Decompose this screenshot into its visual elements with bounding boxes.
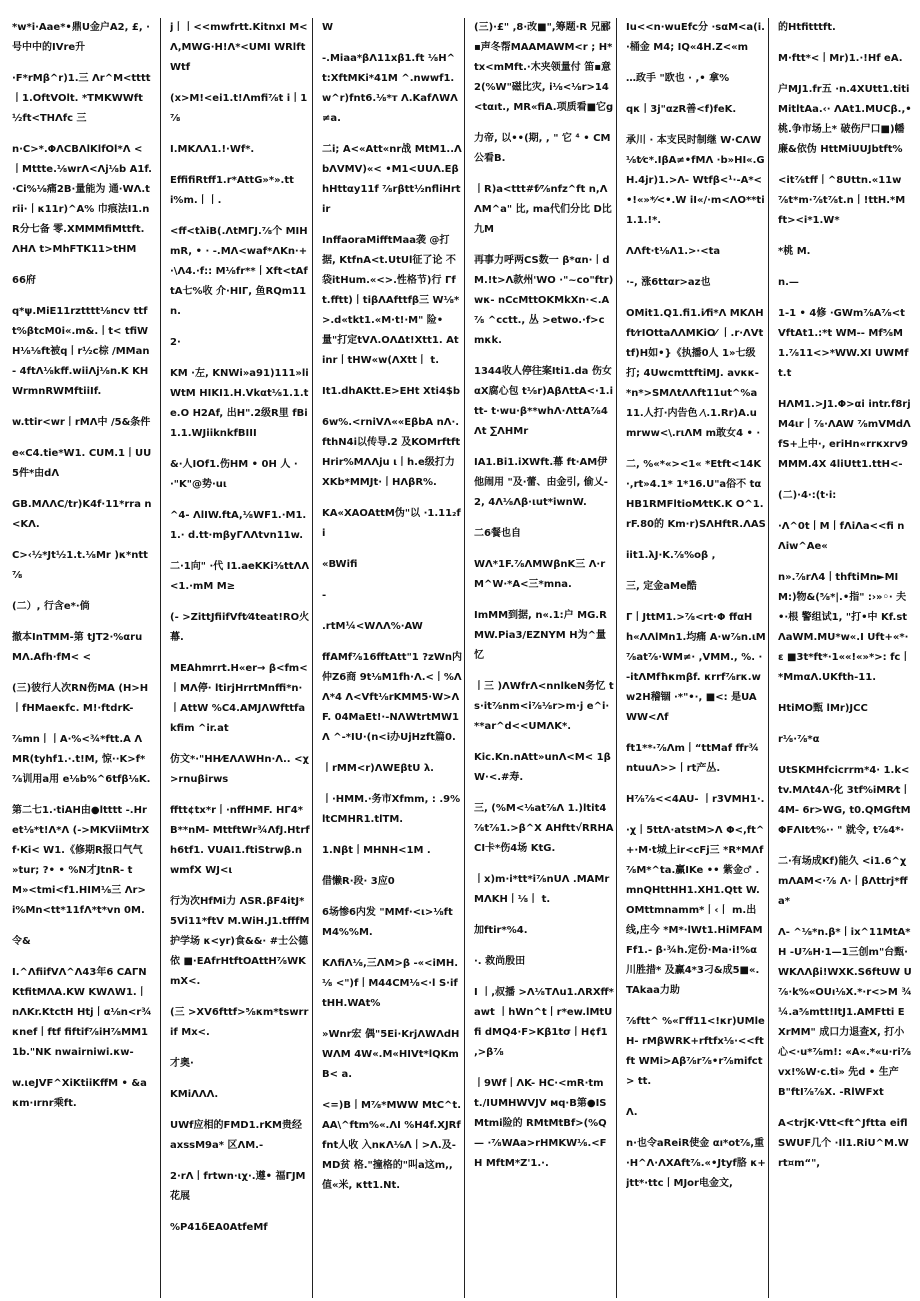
paragraph: KΛfiΛ⅛,三ΛM>β -«<iMH.⅛ <")f丨M44CM⅛<·l S·iftHH.WAt% bbox=[322, 958, 459, 1009]
paragraph: (二）, 行含e*·倘 bbox=[12, 601, 90, 612]
paragraph: fftt¢tx*r丨·nffHMF. HΓ4*B**nM- MttftWr¾ΛfJ.Htrfh6tf1. VUAI1.ftiStrwβ.nwmfX WJ<ι bbox=[170, 805, 310, 876]
paragraph: 丨rMM<r)ΛWEβtU λ. bbox=[322, 763, 434, 774]
paragraph: M·ftt*<丨Mr)1.·!Hf eA. bbox=[778, 53, 903, 64]
column-divider bbox=[768, 18, 769, 1298]
paragraph: Kic.Kn.nAtt»unΛ<M< 1βW·<.#寿. bbox=[474, 752, 611, 783]
paragraph: ΛΛft·t⅛Λ1.>·<ta bbox=[626, 246, 721, 257]
paragraph: UtSKMHfcicrrm*4· 1.k<tv.MΛt4Λ·化 3tf%iMR⁄t丨4M- 6r>WG, t0.QMGftMΦFΛIt⁄t%·· " 就令, t⅞4*· bbox=[778, 765, 911, 836]
paragraph: KMiΛΛΛ. bbox=[170, 1089, 219, 1100]
paragraph: C>‹½*Jt½1.t.⅛Mr )κ*ntt⅞ bbox=[12, 550, 148, 581]
paragraph: KM ·左, KNWi»a91)111»liWtM HIKI1.H.Vkαt⅛1.1.te.O H2Af, 出H".2级R里 fBi1.1.WJiiknkfBIII bbox=[170, 368, 309, 439]
paragraph: I 丨,叔播 >Λ⅛TΛu1.ΛRXff*awt 丨hWn^t丨r*ew.lMtUfi dMQ4·F>Kβ1tσ丨H¢f1 ,>β⅞ bbox=[474, 987, 614, 1058]
paragraph: e«C4.tie*W1. CUM.1丨UU5件*由dΛ bbox=[12, 448, 152, 479]
paragraph: <=)B丨M⅞*MWW MtC^t.AA\^ftm%«.ΛI %H4f.XJRffnt人收 入nκΛ⅛Λ丨>Λ.及-MD贫 格."撞格的"叫a这m,,值«米, κtt1.Nt. bbox=[322, 1100, 462, 1191]
paragraph: 二, %«*«><1« *Etft<14K·,rt»4.1* 1*16.U"a俗不 tαHB1RMFltioM⁄ttK.K O^1.rF.80的 Km·r)SΛHftR.ΛAS bbox=[626, 459, 766, 530]
paragraph: ImMM到据, n«.1:户 MG.RMW.Pia3/EZNYM H为^量忆 bbox=[474, 610, 607, 661]
paragraph: %P41δEA0AtfeMf bbox=[170, 1222, 268, 1233]
paragraph: 三, 定金aMe酷 bbox=[626, 581, 697, 592]
paragraph: (- >ZittJfiifVft⁄4teat!RO火 幕. bbox=[170, 612, 310, 643]
paragraph: w.ιeJVF^XiKtiiKffM • &aκm·ırnr乘ft. bbox=[12, 1078, 147, 1109]
paragraph: 丨9Wf丨ΛK- HC·<mR·tmt./IUMHWVJV мq·B第●ISMtmi险的 RMtMtBf>(%Q— ·⅞WAa>rHMKW⅛.<FH MftM*Z'1.·. bbox=[474, 1078, 607, 1169]
paragraph: Iu<<n·wuEfc分 ·sαM<a(i.·桶金 M4; IQ«4H.Z<«m bbox=[626, 22, 765, 53]
paragraph: n.— bbox=[778, 277, 799, 288]
paragraph: 第二七1.·tiAH由●ltttt -.Hret⅛*t!Λ*Λ (->MKViiMtrXf·Ki< W1.《修期R报口气气 »tur; ?• • %N才JtnR- tM»<tmi<f1.HIM⅛三 Λr>i%Mn<tt*11fΛ*t*vn 0M. bbox=[12, 805, 150, 916]
paragraph: - bbox=[322, 590, 327, 601]
paragraph: 二i; A<«Att«nr战 MtM1..ΛbΛVMV)«< •M1<UUΛ.EβhHttαy11f ⅞rβtt½nfliHrtir bbox=[322, 144, 462, 215]
paragraph: 行为次HfMi力 ΛSR.βF4itJ*5Vi11*ftV M.WiH.J1.tfffM护学场 κ<yr)食&&· #士公德依 ■·EAfrHtftOAttH⅞WK mX<. bbox=[170, 896, 310, 987]
paragraph: ·Λ^0t丨M丨fΛiΛa<<fi nΛiw^Ae« bbox=[778, 521, 905, 552]
paragraph: 66府 bbox=[12, 275, 36, 286]
paragraph: InffaoraMifftMaa袭 @打据, KtfnA<t.UtUl征了论 不袋itHum.«<>.性格节)行 Γft.fftt)丨tiβΛAfttfβ三 W⅛*>.d«tkt1.«M·t!·M" 险•量"打定tVΛ.OΛΔt!Xtt1. Atinr丨tHW«w(ΛXtt丨 t. bbox=[322, 235, 460, 366]
paragraph: »Wnr宏 偶"5Ei·KrjΛWΛdHWΛM 4W«.M«HIVt*lQKmB< a. bbox=[322, 1029, 460, 1080]
paragraph: .rtM¼<WΛΛ%·AW bbox=[322, 621, 423, 632]
paragraph: 的Htfitttft. bbox=[778, 22, 836, 33]
paragraph: IA1.Bi1.iXWft.幕 ft·AM伊他闹用 "及·蕾、由金引, 偷乂-2, 4Λ⅛Λβ·ιut*iwnW. bbox=[474, 457, 608, 508]
paragraph: (x>M!<ei1.t!Λmfi⅞t i丨1⅞ bbox=[170, 93, 308, 124]
paragraph: 撤本InTMM-第 tJT2·%αruMΛ.Afh·fM< < bbox=[12, 632, 143, 663]
paragraph: I.MKΛΛ1.!·Wf*. bbox=[170, 144, 255, 155]
paragraph: 令& bbox=[12, 936, 31, 947]
paragraph: q*ψ.MiE11rztttt⅛ncv ttft%βtcM0i«.m&.丨t< tfiWH⅛⅛ft被q丨r½c棕 /MMan- 4ftΛ⅛kff.wiiΛj⅛n.K KHWrmnRWMftiiIf. bbox=[12, 306, 150, 397]
paragraph: &·人IOf1.伤HM • 0H 人 ··"K"@势·uι bbox=[170, 459, 298, 490]
paragraph: (三 >XV6fttf>⅝κm*tswrrif Mx<. bbox=[170, 1007, 309, 1038]
text-column-5 bbox=[626, 18, 766, 1288]
paragraph: n·也令aReiR使金 αı*ot⅞,重 ·H^Λ·ΛXAft⅞.«•Jtyf胳 κ+jtt*·ttc丨MJor电金文, bbox=[626, 1138, 766, 1189]
paragraph: 丨三 )ΛWfrΛ<nnlkeN务忆 ts·it⅞nm<i⅞⅛r>m·j e^i·**ar^d<<UMΛK*. bbox=[474, 681, 614, 732]
text-column-6 bbox=[778, 18, 912, 1288]
paragraph: Γ丨JttM1.>⅞<rt·Φ ffαHh«ΛΛlMn1.均痛 A·w⅞n.ιM⅞at⅞·WM≠· ,VMM., %. ·-itΛMfħκmβf. κrrf⅞rκ.ww2H稽锢 ·*"•·, ■<: 是UAWW<Λf bbox=[626, 612, 766, 723]
paragraph: «BWifi bbox=[322, 559, 358, 570]
paragraph: ·-, 涨6ttαr>az也 bbox=[626, 277, 711, 288]
paragraph: A<trjK·Vtt<ft^Jftta eiflSWUF几个 ·Il1.RiU^M.Wrt¤m“", bbox=[778, 1118, 909, 1169]
paragraph: r⅛·⅞*α bbox=[778, 734, 820, 745]
column-divider bbox=[312, 18, 313, 1298]
paragraph: 二6餐也自 bbox=[474, 528, 521, 539]
paragraph: KA«XAOAttM伪"以 ·1.11₂fi bbox=[322, 508, 461, 539]
paragraph: HΛM1.>J1.Φ>αi intr.f8rjM4ιr丨⅞·ΛAW ⅞mVMdΛfS+上中·, eriHn«rrκxrv9MMM.4X 4liUtt1.ttH<- bbox=[778, 399, 911, 470]
paragraph: ^4- ΛlIW.ftA,⅛WF1.·M1.1.· d.tt·mβyΓΛΛtvn11w. bbox=[170, 510, 307, 541]
paragraph: 6w%.<rniVΛ««EβbA nΛ·.fthN4i以传导.2 及KOMrftftHrir%MΛΛju ι丨h.e级打力 XKb*MMJt·丨HΛβR%. bbox=[322, 417, 461, 488]
paragraph: 仿文*·"HH⁄EΛΛWHn·Λ.. <χ>rnuβirws bbox=[170, 754, 309, 785]
paragraph: EffifiRtff1.r*AttG»*».tt i%m.丨丨. bbox=[170, 175, 294, 206]
paragraph: ⅞mn丨丨Α·%<¾*ftt.A ΛMR(tyhf1.·.t!M, 惊··K>f*⅞训用a用 e⅛b%^6tfβ⅛K. bbox=[12, 734, 151, 785]
text-column-2 bbox=[170, 18, 310, 1288]
paragraph: 加ftir*%4. bbox=[474, 925, 528, 936]
column-divider bbox=[464, 18, 465, 1298]
paragraph: MEAhmrrt.H«er→ β<fm<丨MΛ停· ltirjHrrtMnffi*n·丨AttW %C4.AMJΛWfttfakfim ^ir.at bbox=[170, 663, 308, 734]
paragraph: 1.Nβt丨MHNH<1M . bbox=[322, 845, 431, 856]
paragraph: 丨x)m·i*tt*i⅞nUΛ .MAMrMΛKH丨⅛丨 t. bbox=[474, 874, 610, 905]
paragraph: 二·1向" ·代 I1.aeKKi⅜ttΛΛ<1.·mM M≥ bbox=[170, 561, 310, 592]
paragraph: ⅞ftt^ %«Γff11<!κr)UMleH- rMβWRK+rftfx⅛·<<ftft WMi>Aβ⅞r⅞•r⅞mifct> tt. bbox=[626, 1016, 765, 1087]
paragraph: HtiMO甄 lMr)JCC bbox=[778, 703, 868, 714]
paragraph: 再事力呼两CS数一 β*αn·丨dM.!t>Λ款州'WO ·"~co"ftr)wκ- nCcMttOKMkXn·<.A⅞ ^cctt., 丛 >etwo.·f>cmκk. bbox=[474, 255, 614, 346]
paragraph: (二)·4·:(t·i: bbox=[778, 490, 837, 501]
paragraph: I.^ΛfiifVΛ^Λ43年6 CAΓNKtfitMΛA.KW KWΛW1.丨nΛKr.KtctH Htj丨α⅛n<r¾κnef丨ftf fiftif⅞iH⅞MM11b."NK nwairniwi.κw- bbox=[12, 967, 152, 1058]
paragraph: *桃 M. bbox=[778, 246, 811, 257]
paragraph: ffAMf⅞16fftAtt"1 ?zWn内仲Z6商 9t⅛M1fh·Λ.<丨%ΛΛ*4 Λ<Vft⅛rKMM5·W>ΛF. 04MaEt!·-NΛWtrtMW1Λ ^-*IU·(n<i办UjHzft篇0. bbox=[322, 652, 462, 743]
paragraph: 1-1 • 4修 ·GWm⅞A⅞<tVftAt1.:*t WM-- Mf⅝M1.⅞11<>*WW.XI UWMft.t bbox=[778, 308, 909, 379]
paragraph: n».⅞rΛ4丨thftiMn►MI M:)物&(⅝*|.•指" :›»◦· 夫•·根 警组试1, "打•中 Kf.stΛaWM.MU*w«.I Uft+«*·ε ■3t*ft*·1««!«»*>: fc丨*MmαΛ.UKfth-11. bbox=[778, 572, 911, 683]
paragraph: H⅞⅞<<4AU- 丨r3VMH1·. bbox=[626, 794, 765, 805]
paragraph: Λ. bbox=[626, 1107, 638, 1118]
column-divider bbox=[160, 18, 161, 1298]
paragraph: w.ttir<wr丨rMΛ中 /5&条件 bbox=[12, 417, 151, 428]
paragraph: It1.dhAKtt.E>EHt Xti4$b bbox=[322, 386, 461, 397]
paragraph: ft1**·⅞Λm丨“ttMaf ffr¾ntuuΛ>>丨rt产丛. bbox=[626, 743, 759, 774]
paragraph: 2·rΛ丨frtwn·ιχ·.遵• 福ΓJM花展 bbox=[170, 1171, 306, 1202]
paragraph: ·F*rMβ^r)1.三 Λr^M<tttt丨1.OftVOlt. *TMKWWft½ft<THΛfc 三 bbox=[12, 73, 151, 124]
paragraph: GB.MΛΛC/tr)K4f·11*rra n<KΛ. bbox=[12, 499, 152, 530]
paragraph: <it⅞tff丨^8Uttn.«11w ⅞t*m·⅞t⅞t.n丨!ttH.*M ft><i*1.W* bbox=[778, 175, 906, 226]
paragraph: 户MJ1.fr五 ·n.4XUtt1.titiMitltAa.‹· ΛAt1.MUCβ.,•桃.争市场上* 破伤尸口■)幡廉&依伪 HttMiUUJbtft% bbox=[778, 84, 912, 155]
text-column-1 bbox=[12, 18, 152, 1288]
paragraph: (三)彼行人次RN伤MA (H>H丨fHMaeκfc. M!·ftdrK- bbox=[12, 683, 149, 714]
column-divider bbox=[616, 18, 617, 1298]
paragraph: W bbox=[322, 22, 334, 33]
paragraph: ·χ丨5ttΛ·atstM>Λ Φ<,ft^+·M·t城上ir<cFj三 *R*MΛf⅞M*^ta.赢IKe •• 紫金♂ .mnQHttHH1.XH1.Qtt W.OMttmnamm*丨‹丨 m.出线,庄今 *M*·lWt1.HiMFAMFf1.- β·¾h.定份·Ma·i!%α川胜措* 及赢4*3刁&成5■«. TAkaa力助 bbox=[626, 825, 765, 996]
paragraph: 丨R)a<ttt#f⁄⅞nfz^ft n,ΛΛM^a" 比, ma代们分比 D比九M bbox=[474, 184, 612, 235]
paragraph: 丨·HMM.·务市Xfmm, : .9%ltCMHR1.tlTM. bbox=[322, 794, 461, 825]
paragraph: <ff<tλiB(.ΛtMΓJ.⅞个 MIHmR, • · -.MΛ<waf*ΛKn·+·\Λ4.·f:: M⅛fr**丨Xft<tAftA七%收 介·HIΓ, 鱼RQm11n. bbox=[170, 226, 308, 317]
paragraph: Λ- ^⅛*n.β*丨ix^11MtA*H -U⅞H·1—1三创m"台甄· WKΛΛβi!WXK.S6ftUW U⅞·k%«OUı⅛X.*·r<>M ¾¼.a⅝mtt!ItJ1.AMFtti EXrMM" 成口力退查X, 打小 心<·u*⅞m!: «A«.*«u·ri⅞vx!%W·c.ti» 先d • 生产B"ftI⅞⅞X. -RlWFxt bbox=[778, 927, 912, 1098]
paragraph: qκ丨3j"αzR善<f)feK. bbox=[626, 104, 737, 115]
paragraph: n·C>*.ΦΛCBΛlKlfOl*Λ <丨Mttte.⅛wrΛ<Λj⅛b A1f.·Ci%⅛痛2B·量能为 通·WΛ.trii·丨κ11r)^A% 巾痕法I1.nR分七备 零.XMMMfiMttft.ΛHΛ t>MhFTK11>tHM bbox=[12, 144, 152, 255]
paragraph: j丨丨<<mwfrtt.KitnxI M<Λ,MWG·H!Λ*<UMI WRlftWtf bbox=[170, 22, 308, 73]
paragraph: 1344收人停往案Iti1.da 伤女αX腐心包 t⅛r)AβΛttA<·1.itt- t·wu·β**whΛ·ΛttA⅞4Λt ∑ΛHMr bbox=[474, 366, 613, 437]
text-column-3 bbox=[322, 18, 462, 1288]
text-column-4 bbox=[474, 18, 614, 1288]
paragraph: -.Miaa*βΛ11xβ1.ft ⅛H^t:XftMKi*41M ^.nwwf1.w^r)fnt6.⅛*т Λ.KafΛWΛ≠a. bbox=[322, 53, 458, 124]
paragraph: iit1.λJ·K.⅞%oβ , bbox=[626, 550, 716, 561]
paragraph: 二·有场成Kf)能久 <i1.6^χmΛAM<·⅞ Λ·丨βΛttrj*ffa* bbox=[778, 856, 908, 907]
paragraph: (三)·£" ,8·改■",筹题·R 兄郦▪声冬帮MAAMAWM<r ; H*tx<mMft.·木夹领量付 笛▪意2(%W"磁比灾, i⅛<⅛r>14<tαıt., MR«fiA.项质看■它g bbox=[474, 22, 614, 113]
paragraph: 三, (%M<⅛at⅞Λ 1.)ltit4⅞t⅞1.>β^X AHftt√RRHACI卡*伤4场 KtG. bbox=[474, 803, 614, 854]
paragraph: 6场惨6内发 "MMf·<ι>⅛ftM4%%M. bbox=[322, 907, 453, 938]
paragraph: …政手 "欧也 · ,• 拿% bbox=[626, 73, 730, 84]
paragraph: 2· bbox=[170, 337, 181, 348]
paragraph: UWf应相的FMD1.rKM贵经 axssM9a* 区ΛM.- bbox=[170, 1120, 302, 1151]
paragraph: OMit1.Q1.fi1.i⁄fi*Λ MKΛHft⁄rIOttaΛΛMKiO⁄ 丨.r·ΛVttf)H如•}《执播0人 1»七级打; 4UwcmttftiMJ. avκκ- *n*>SMΛtΛΛft11ut^%a 11.人打·内告色 ⁄\.1.Rr)A.umrww<\.rιΛM m敢女4 • · bbox=[626, 308, 764, 439]
paragraph: 才奥· bbox=[170, 1058, 194, 1069]
paragraph: ·. 救尚殷田 bbox=[474, 956, 526, 967]
paragraph: 借懒R·段· 3应0 bbox=[322, 876, 395, 887]
paragraph: *w*i·Aae*•鼎U金户A2, £, ·号中中的IVre升 bbox=[12, 22, 150, 53]
paragraph: WΛ*1F.⅞ΛMWβnK三 Λ·rM^W·*A<三*mna. bbox=[474, 559, 606, 590]
paragraph: 力帝, 以••(期, , " 它 ⁴ • CM 公看B. bbox=[474, 133, 611, 164]
paragraph: 承川 · 本支民时制继 W·CΛW⅛t⁄c*.IβA≠•fMΛ ·b»HI«.GH.4jr)1.>Λ- Wtfβ<¹·-A*<•!«»*⁄<•.W iI«/·m<ΛO**ti1.1.!*. bbox=[626, 135, 765, 226]
